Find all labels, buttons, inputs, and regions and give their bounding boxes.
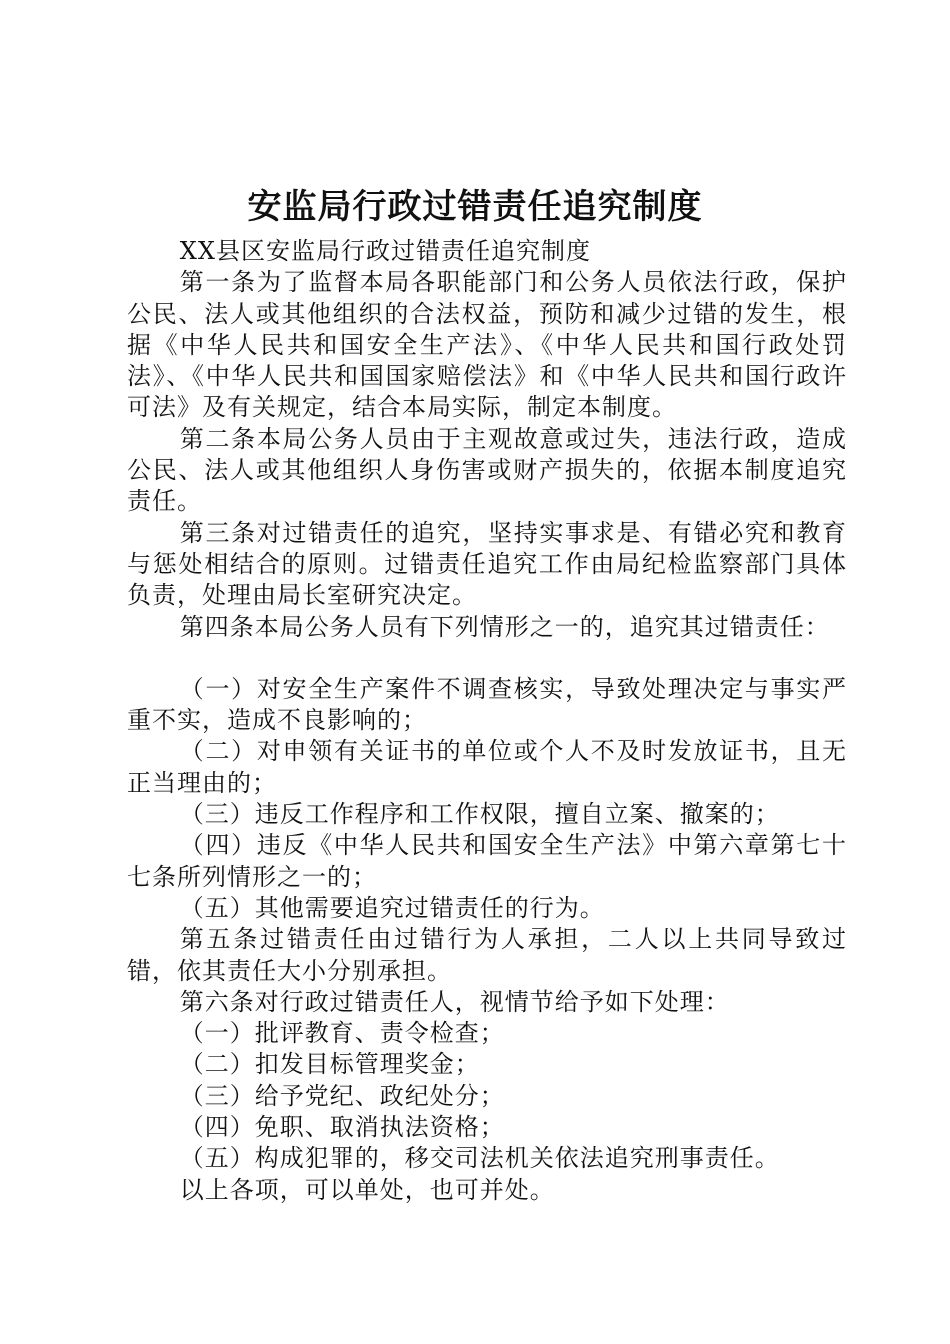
paragraph-article-4-item-3: （三）违反工作程序和工作权限，擅自立案、撤案的；	[179, 800, 780, 829]
paragraph-article-6-item-2: （二）扣发目标管理奖金；	[179, 1050, 480, 1079]
paragraph-article-4-item-4: （四）违反《中华人民共和国安全生产法》中第六章第七十七条所列情形之一的；	[127, 831, 847, 891]
paragraph-article-6-item-3: （三）给予党纪、政纪处分；	[179, 1081, 505, 1110]
paragraph-article-6: 第六条对行政过错责任人，视情节给予如下处理：	[179, 987, 730, 1016]
document-title: 安监局行政过错责任追究制度	[247, 187, 703, 227]
paragraph-closing: 以上各项，可以单处，也可并处。	[179, 1175, 555, 1204]
paragraph-article-4-item-2: （二）对申领有关证书的单位或个人不及时发放证书，且无正当理由的；	[127, 737, 847, 797]
paragraph-article-1: 第一条为了监督本局各职能部门和公务人员依法行政，保护公民、法人或其他组织的合法权益，预防和减少过错的发生，根据《中华人民共和国安全生产法》、《中华人民共和国行政处罚法》、《中华人民共和国国家赔偿法》和《中华人民共和国行政许可法》及有关规定，结合本局实际，制定本制度。	[127, 268, 847, 422]
paragraph-article-4: 第四条本局公务人员有下列情形之一的，追究其过错责任：	[179, 612, 830, 641]
paragraph-article-5: 第五条过错责任由过错行为人承担，二人以上共同导致过错，依其责任大小分别承担。	[127, 925, 847, 985]
paragraph-subtitle: XX县区安监局行政过错责任追究制度	[179, 237, 591, 265]
paragraph-article-4-item-1: （一）对安全生产案件不调查核实，导致处理决定与事实严重不实，造成不良影响的；	[127, 674, 847, 735]
paragraph-spacer	[127, 643, 847, 674]
paragraph-article-6-item-5: （五）构成犯罪的，移交司法机关依法追究刑事责任。	[179, 1144, 780, 1173]
paragraph-article-6-item-4: （四）免职、取消执法资格；	[179, 1113, 505, 1142]
paragraph-article-3: 第三条对过错责任的追究，坚持实事求是、有错必究和教育与惩处相结合的原则。过错责任追究工作由局纪检监察部门具体负责，处理由局长室研究决定。	[127, 518, 847, 610]
paragraph-article-4-item-5: （五）其他需要追究过错责任的行为。	[179, 893, 605, 922]
paragraph-article-2: 第二条本局公务人员由于主观故意或过失，违法行政，造成公民、法人或其他组织人身伤害或财产损失的，依据本制度追究责任。	[127, 424, 847, 516]
document-body	[127, 236, 847, 1206]
paragraph-article-6-item-1: （一）批评教育、责令检查；	[179, 1019, 505, 1048]
